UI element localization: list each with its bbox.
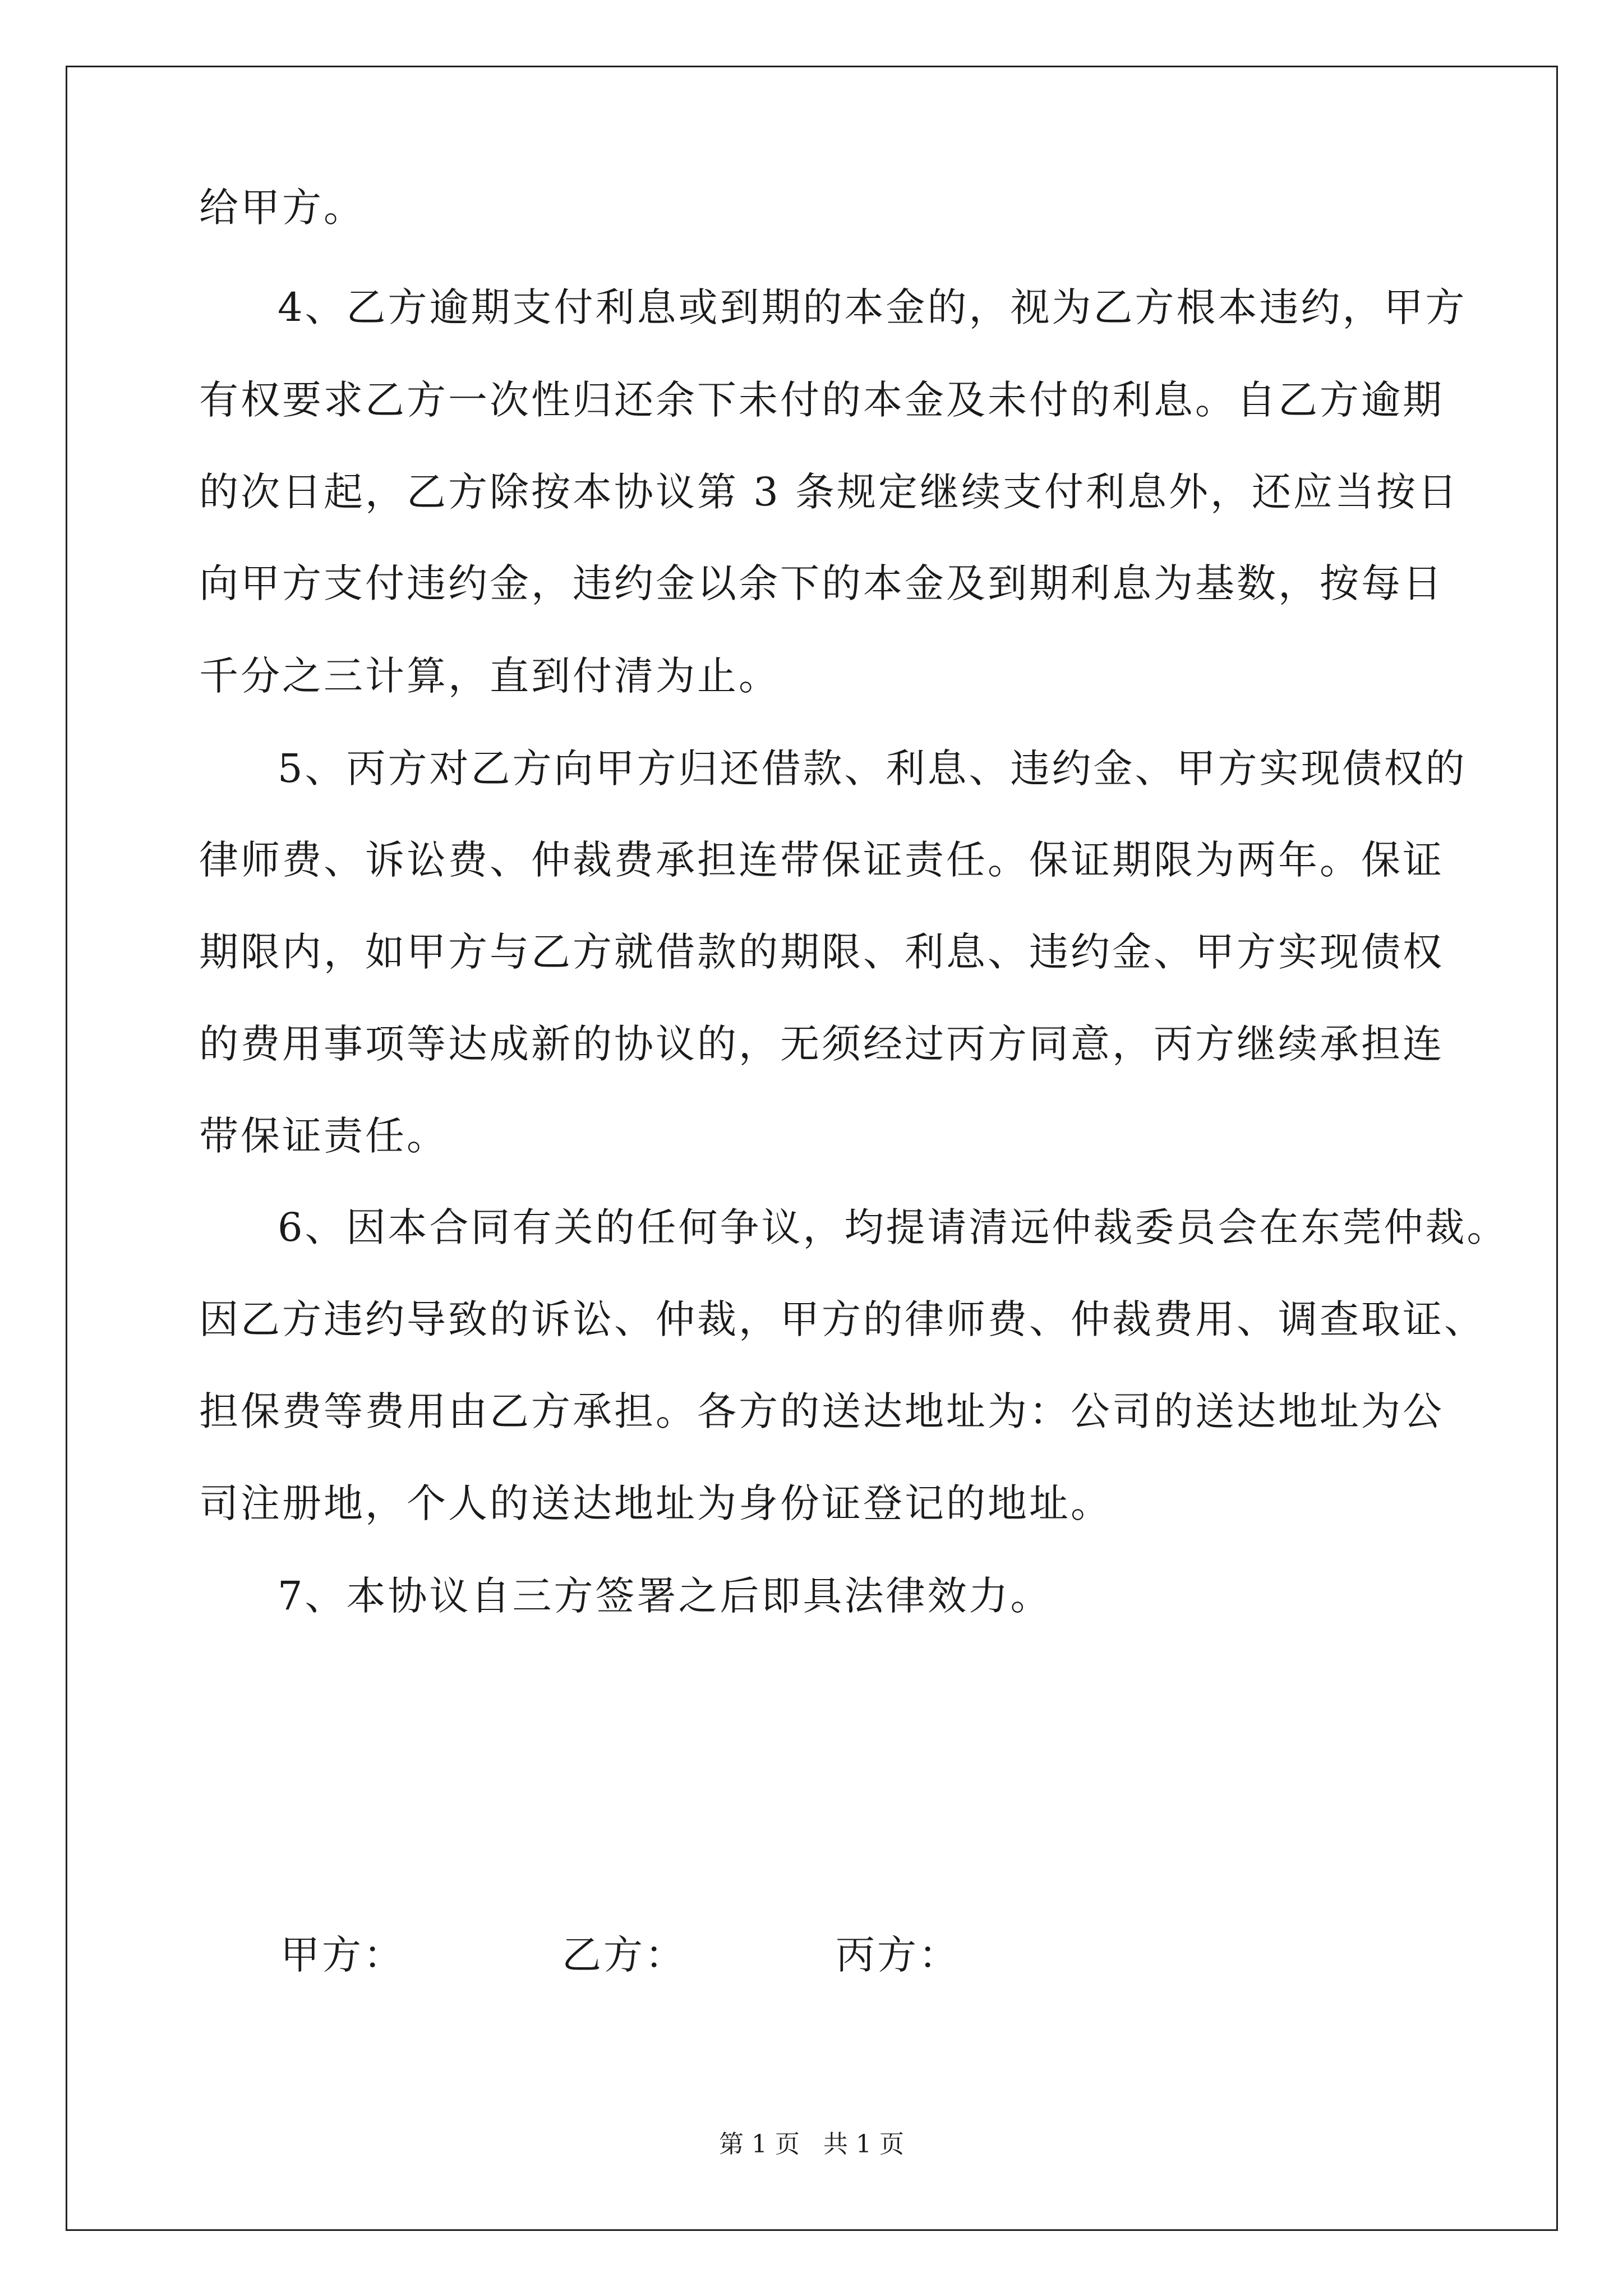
- party-b-label: 乙方：: [562, 1932, 686, 1978]
- clause-4-line-5: 千分之三计算，直到付清为止。: [199, 653, 780, 699]
- clause-6-line-4: 司注册地，个人的送达地址为身份证登记的地址。: [199, 1480, 1112, 1526]
- clause-5-line-2: 律师费、诉讼费、仲裁费承担连带保证责任。保证期限为两年。保证: [199, 837, 1444, 883]
- clause-5-line-3: 期限内，如甲方与乙方就借款的期限、利息、违约金、甲方实现债权: [199, 929, 1444, 975]
- clause-4-line-3: 的次日起，乙方除按本协议第 3 条规定继续支付利息外，还应当按日: [199, 469, 1460, 515]
- clause-6-line-2: 因乙方违约导致的诉讼、仲裁，甲方的律师费、仲裁费用、调查取证、: [199, 1296, 1486, 1342]
- clause-5-line-4: 的费用事项等达成新的协议的，无须经过丙方同意，丙方继续承担连: [199, 1021, 1444, 1067]
- clause-6-line-1: 6、因本合同有关的任何争议，均提请清远仲裁委员会在东莞仲裁。: [278, 1204, 1509, 1250]
- page-number-total: 共 1 页: [823, 2130, 904, 2159]
- clause-4-line-2: 有权要求乙方一次性归还余下未付的本金及未付的利息。自乙方逾期: [199, 377, 1444, 423]
- party-a-label: 甲方：: [280, 1932, 405, 1978]
- clause-5-line-5: 带保证责任。: [199, 1113, 448, 1159]
- page-footer: [0, 2129, 1623, 2160]
- page-number-current: 第 1 页: [719, 2130, 800, 2159]
- clause-7-line-1: 7、本协议自三方签署之后即具法律效力。: [278, 1573, 1052, 1619]
- clause-5-line-1: 5、丙方对乙方向甲方归还借款、利息、违约金、甲方实现债权的: [278, 746, 1467, 792]
- signature-block: [280, 1932, 1178, 1977]
- party-c-label: 丙方：: [836, 1932, 960, 1978]
- clause-6-line-3: 担保费等费用由乙方承担。各方的送达地址为：公司的送达地址为公: [199, 1388, 1444, 1434]
- clause-4-line-1: 4、乙方逾期支付利息或到期的本金的，视为乙方根本违约，甲方: [278, 284, 1467, 330]
- paragraph-3-end-line: 给甲方。: [199, 185, 365, 231]
- clause-4-line-4: 向甲方支付违约金，违约金以余下的本金及到期利息为基数，按每日: [199, 560, 1444, 606]
